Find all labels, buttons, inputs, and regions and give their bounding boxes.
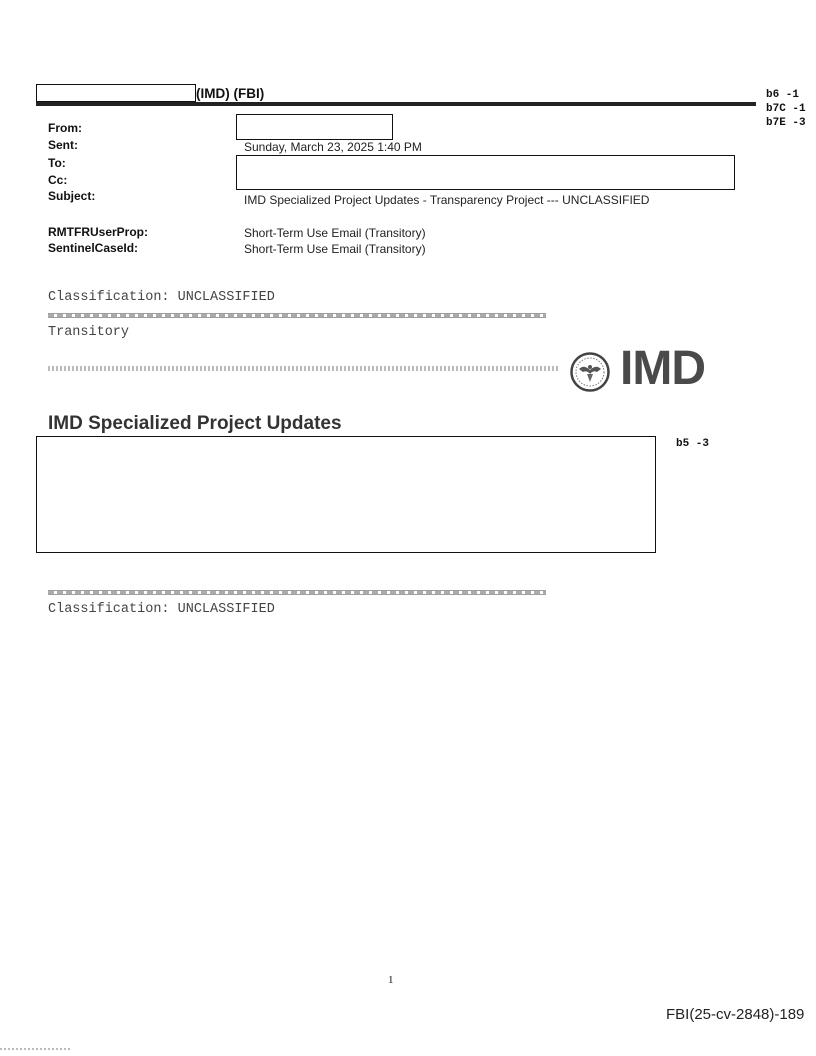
bates-number: FBI(25-cv-2848)-189	[666, 1006, 805, 1023]
exemption-code: b7E -3	[766, 117, 806, 129]
classification-bottom: Classification: UNCLASSIFIED	[48, 602, 275, 617]
redacted-sender-name	[36, 84, 196, 102]
separator-bottom	[48, 590, 546, 595]
redacted-body-content	[36, 436, 656, 553]
subject-value: IMD Specialized Project Updates - Transparency Project --- UNCLASSIFIED	[244, 193, 650, 207]
sent-label: Sent:	[48, 138, 78, 152]
sender-org: (IMD) (FBI)	[196, 86, 265, 101]
page-number: 1	[388, 974, 394, 986]
sentinel-value: Short-Term Use Email (Transitory)	[244, 242, 426, 256]
imd-logo: IMD	[620, 342, 705, 395]
exemption-code-b5: b5 -3	[676, 438, 710, 450]
rmtfr-value: Short-Term Use Email (Transitory)	[244, 226, 426, 240]
exemption-code: b6 -1	[766, 89, 800, 101]
exemption-code: b7C -1	[766, 103, 806, 115]
to-label: To:	[48, 156, 66, 170]
cc-label: Cc:	[48, 173, 68, 187]
classification-top: Classification: UNCLASSIFIED	[48, 290, 275, 305]
separator-top	[48, 313, 546, 318]
department-seal-icon	[570, 352, 610, 392]
scan-artifact	[0, 1048, 70, 1050]
section-title: IMD Specialized Project Updates	[48, 413, 342, 434]
exemption-codes	[766, 88, 806, 130]
header-rule	[36, 102, 756, 106]
transitory-text: Transitory	[48, 325, 130, 340]
sent-value: Sunday, March 23, 2025 1:40 PM	[244, 140, 422, 154]
from-label: From:	[48, 121, 82, 135]
redacted-to-cc	[236, 155, 735, 190]
sentinel-label: SentinelCaseId:	[48, 241, 139, 255]
redacted-from	[236, 114, 393, 140]
rmtfr-label: RMTFRUserProp:	[48, 225, 149, 239]
banner-rule	[48, 366, 558, 371]
subject-label: Subject:	[48, 189, 96, 203]
